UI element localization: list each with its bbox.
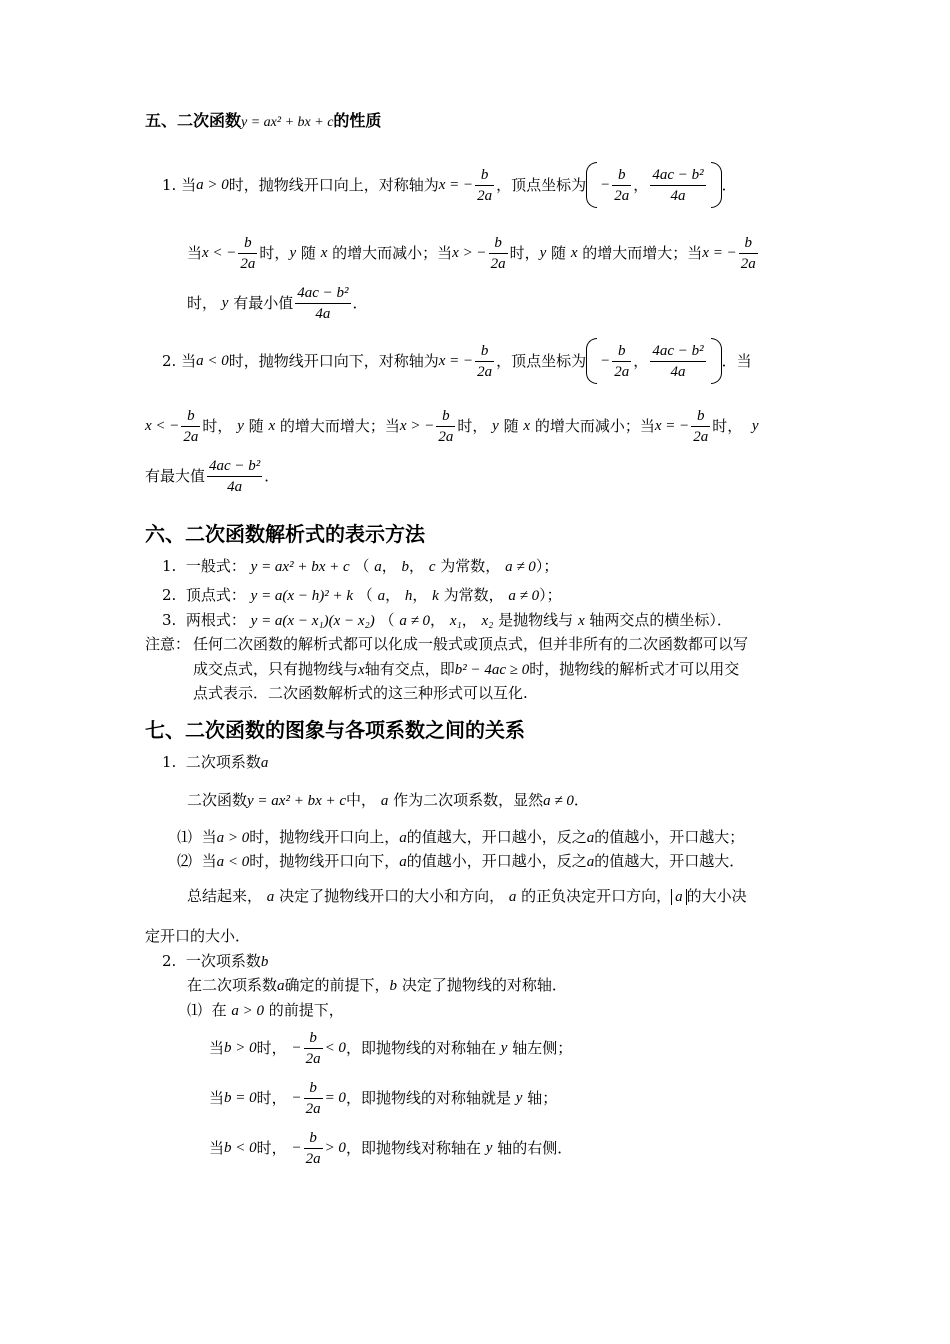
subsection-1-line-1: 二次函数y = ax² + bx + c中， a 作为二次项系数，显然a ≠ 0． [187, 791, 589, 809]
note-line-2 [193, 659, 739, 680]
fraction-b-over-2a: $\frac{b}{2a}$ [477, 342, 493, 380]
form-vertex: 2. 顶点式： y = a(x − h)² + k （ a， h， k 为常数， a ≠ 0）； [162, 586, 562, 604]
text: ． [721, 176, 737, 194]
abs-a: a [671, 889, 687, 905]
text: 轴左侧； [512, 1039, 573, 1057]
variable: y [237, 418, 244, 434]
text: 为常数， [443, 586, 504, 604]
case-number: ⑵ [177, 852, 193, 870]
text: 一次项系数 [185, 952, 261, 970]
case-number: ⑴ [177, 828, 193, 846]
condition-formula: a ≠ 0 [508, 588, 540, 604]
text: 有最大值 [145, 467, 206, 485]
text: 确定的前提下， [284, 976, 390, 994]
general-form-formula: y = ax² + bx + c [247, 793, 347, 809]
text: 轴的右侧． [497, 1139, 573, 1157]
variable: k [432, 588, 439, 604]
item-number: 2. [162, 952, 177, 970]
text: 有最小值 [233, 294, 294, 312]
text: 时， [256, 1139, 287, 1157]
text: 二次项系数 [185, 753, 261, 771]
text: 的增大而减小；当 [534, 417, 655, 435]
text: 决定了抛物线的对称轴． [401, 976, 567, 994]
condition-formula: b = 0 [224, 1090, 257, 1106]
subsection-1-case-1 [177, 827, 744, 848]
right-paren [711, 338, 722, 384]
form-label: 一般式： [185, 557, 246, 575]
variable: a [374, 559, 382, 575]
variable: a [586, 854, 595, 870]
fraction-b-over-2a: $\frac{b}{2a}$ [614, 166, 630, 204]
text: （ [357, 586, 373, 604]
fraction-b-over-2a: $\frac{b}{2a}$ [693, 407, 709, 445]
case-number: ⑴ [187, 1001, 203, 1019]
right-paren [711, 162, 722, 208]
text: 当 [209, 1139, 225, 1157]
fraction-b-over-2a: $\frac{b}{2a}$ [240, 234, 256, 272]
left-paren [586, 338, 597, 384]
minus-sign: − [291, 1090, 302, 1106]
fraction-b-over-2a: $\frac{b}{2a}$ [614, 342, 630, 380]
text: 时， [256, 1039, 287, 1057]
b-negative-row [209, 1125, 572, 1171]
variable: x [268, 418, 276, 434]
formula: x > − [452, 245, 487, 261]
variable: a [266, 889, 275, 905]
text: ，即抛物线对称轴在 [345, 1139, 481, 1157]
property-2-line-2 [145, 403, 758, 449]
variable: c [428, 559, 436, 575]
variable: y [221, 295, 229, 311]
variable: a [260, 755, 269, 771]
text: 的值越大，开口越小，反之 [406, 828, 587, 846]
variable: h [404, 588, 413, 604]
variable: b [389, 978, 398, 994]
minus-sign: − [291, 1040, 302, 1056]
vertex-form-formula: y = a(x − h)² + k [250, 588, 353, 604]
text: 当 [181, 352, 197, 370]
fraction-b-over-2a: $\frac{b}{2a}$ [305, 1029, 321, 1067]
text: 随 [551, 244, 567, 262]
text: 的前提下， [268, 1001, 344, 1019]
comma: ， [633, 352, 649, 370]
variable: y [500, 1040, 508, 1056]
fraction-b-over-2a: $\frac{b}{2a}$ [477, 166, 493, 204]
section-5-title-text: 五、二次函数 [145, 111, 242, 130]
text: ，顶点坐标为 [496, 352, 587, 370]
fraction-b-over-2a: $\frac{b}{2a}$ [740, 234, 756, 272]
text: 当 [187, 244, 203, 262]
fraction-b-over-2a: $\frac{b}{2a}$ [305, 1129, 321, 1167]
fraction-b-over-2a: $\frac{b}{2a}$ [438, 407, 454, 445]
left-paren [586, 162, 597, 208]
variable: y [492, 418, 499, 434]
text: 当 [201, 852, 217, 870]
text: 成交点式，只有抛物线与 [193, 660, 359, 678]
note-label: 注意： [145, 635, 191, 653]
text: 二次函数 [187, 791, 248, 809]
condition-formula: a ≠ 0 [505, 559, 536, 575]
item-number: 2. [162, 352, 177, 370]
condition-formula: a > 0 [216, 830, 250, 846]
subsection-1-case-2 [177, 851, 744, 872]
subsection-1-summary-line-2: 定开口的大小． [145, 927, 251, 945]
relation: > 0 [324, 1140, 346, 1156]
variable: b [401, 559, 410, 575]
text: 的值越大，开口越大． [594, 852, 745, 870]
text: （ [379, 611, 395, 629]
condition-formula: a < 0 [216, 854, 250, 870]
section-7-title: 七、二次函数的图象与各项系数之间的关系 [145, 718, 525, 742]
variable: a [586, 830, 595, 846]
condition-formula: a ≠ 0 [543, 793, 574, 809]
property-2-line-1 [162, 334, 752, 388]
form-two-root: 3. 两根式： y = a(x − x₁)(x − x₂) （ a ≠ 0， x₁， x₂ 是抛物线与 x 轴两交点的横坐标）． [162, 611, 732, 629]
formula: x < − [145, 418, 180, 434]
text: 时，抛物线开口向上，对称轴为 [228, 176, 439, 194]
condition-formula: a > 0 [231, 1003, 264, 1019]
formula: x = − [654, 418, 690, 434]
text: 的值越小，开口越小，反之 [406, 852, 587, 870]
formula: x > − [399, 418, 435, 434]
variable: x [320, 245, 328, 261]
text: 的值越小，开口越大； [594, 828, 745, 846]
axis-formula: x = − [438, 177, 474, 193]
item-number: 2. [162, 586, 177, 604]
fraction-4ac-b2-over-4a: $\frac{\text{4ac − b²}}{4a}$ [209, 457, 261, 495]
text: 轴； [527, 1089, 558, 1107]
variable: y [515, 1090, 523, 1106]
property-2-line-3 [145, 453, 279, 499]
subsection-2-title [162, 951, 268, 972]
text: 决定了抛物线开口的大小和方向， [279, 887, 505, 905]
text: 时， [712, 417, 743, 435]
form-label: 顶点式： [185, 586, 246, 604]
text: 时，抛物线开口向上， [249, 828, 400, 846]
section-6-title: 六、二次函数解析式的表示方法 [145, 522, 425, 546]
subsection-1-title [162, 752, 268, 773]
variable: a [399, 830, 407, 846]
variable: x [577, 613, 585, 629]
text: 时， [457, 417, 488, 435]
subsection-2-case-1 [187, 1000, 344, 1021]
text: 时， [202, 417, 233, 435]
variable: y [751, 418, 759, 434]
text: 在 [211, 1001, 227, 1019]
item-number: 1. [162, 557, 177, 575]
text: （ [354, 557, 370, 575]
text: 在二次项系数 [187, 976, 278, 994]
text: 作为二次项系数，显然 [393, 791, 544, 809]
variable: y [539, 245, 547, 261]
text: 是抛物线与 [498, 611, 574, 629]
condition-formula: b < 0 [224, 1140, 257, 1156]
text: 时，抛物线的解析式才可以用交 [529, 660, 740, 678]
text: 当 [181, 176, 197, 194]
minus-sign: − [291, 1140, 302, 1156]
text: 的增大而减小；当 [332, 244, 453, 262]
fraction-b-over-2a: $\frac{b}{2a}$ [305, 1079, 321, 1117]
variable: x [523, 418, 531, 434]
text: 随 [300, 244, 316, 262]
text: 时， [509, 244, 540, 262]
item-number: 1. [162, 753, 177, 771]
variable: a [399, 854, 407, 870]
text: 的大小决 [686, 887, 747, 905]
formula: x = − [702, 245, 737, 261]
subsection-1-summary [187, 886, 747, 907]
text: 当 [209, 1039, 225, 1057]
text: 当 [201, 828, 217, 846]
text: 的增大而增大；当 [279, 417, 400, 435]
comma: ， [633, 176, 649, 194]
condition-formula: a ≠ 0 [399, 613, 431, 629]
general-form-formula: y = ax² + bx + c [250, 559, 350, 575]
variable: y [485, 1140, 493, 1156]
text: 随 [503, 417, 519, 435]
fraction-4ac-b2-over-4a: $\frac{\text{4ac − b²}}{4a}$ [297, 284, 349, 322]
text: 轴两交点的横坐标）． [589, 611, 732, 629]
note-line-1: 任何二次函数的解析式都可以化成一般式或顶点式，但并非所有的二次函数都可以写 [193, 635, 749, 653]
text: 中， [346, 791, 377, 809]
variable: a [508, 889, 517, 905]
two-root-form-formula: y = a(x − x₁)(x − x₂) [250, 613, 375, 629]
minus-sign: − [600, 353, 611, 369]
text: 时，抛物线开口向下，对称轴为 [228, 352, 439, 370]
item-number: 3. [162, 611, 177, 629]
text: 时， [187, 294, 218, 312]
variable: x₂ [481, 613, 494, 629]
text: ，顶点坐标为 [496, 176, 587, 194]
b-positive-row [209, 1025, 572, 1071]
variable: a [380, 793, 389, 809]
text: ． [264, 467, 280, 485]
text: 的正负决定开口方向， [521, 887, 672, 905]
section-5-title-suffix: 的性质 [333, 111, 382, 130]
note-line-3: 点式表示．二次函数解析式的这三种形式可以互化. [193, 684, 528, 702]
condition-formula: a < 0 [196, 353, 229, 369]
formula: x < − [202, 245, 237, 261]
fraction-b-over-2a: $\frac{b}{2a}$ [490, 234, 506, 272]
variable: x [358, 662, 365, 678]
minus-sign: − [600, 177, 611, 193]
text: 的增大而增大；当 [582, 244, 703, 262]
condition-formula: a > 0 [196, 177, 229, 193]
variable: y [289, 245, 297, 261]
fraction-4ac-b2-over-4a: $\frac{\text{4ac − b²}}{4a}$ [652, 166, 704, 204]
condition-formula: b > 0 [224, 1040, 257, 1056]
relation: = 0 [324, 1090, 346, 1106]
text: 随 [248, 417, 264, 435]
b-zero-row [209, 1075, 557, 1121]
discriminant-formula: b² − 4ac ≥ 0 [454, 662, 530, 678]
variable: x₁ [449, 613, 462, 629]
property-1-line-3 [187, 280, 368, 326]
text: 轴有交点，即 [364, 660, 455, 678]
text: 时， [256, 1089, 287, 1107]
text: ． [352, 294, 368, 312]
text: 时，抛物线开口向下， [249, 852, 400, 870]
text: 当 [209, 1089, 225, 1107]
text: 总结起来， [187, 887, 263, 905]
property-1-line-2 [187, 230, 760, 276]
text: 时， [259, 244, 290, 262]
property-1-line-1 [162, 158, 737, 212]
text: ，即抛物线的对称轴在 [345, 1039, 496, 1057]
fraction-4ac-b2-over-4a: $\frac{\text{4ac − b²}}{4a}$ [652, 342, 704, 380]
text: ．当 [721, 352, 752, 370]
variable: a [277, 978, 285, 994]
axis-formula: x = − [438, 353, 474, 369]
subsection-2-line-1 [187, 975, 567, 996]
relation: < 0 [324, 1040, 346, 1056]
item-number: 1. [162, 176, 177, 194]
variable: x [570, 245, 578, 261]
form-general: 1. 一般式： y = ax² + bx + c （ a， b， c 为常数， a ≠ 0）； [162, 557, 559, 575]
fraction-b-over-2a: $\frac{b}{2a}$ [183, 407, 199, 445]
section-5-title [145, 110, 381, 134]
form-label: 两根式： [185, 611, 246, 629]
text: ，即抛物线的对称轴就是 [345, 1089, 511, 1107]
text: 为常数， [440, 557, 501, 575]
variable: b [260, 954, 269, 970]
section-5-title-formula: y = ax² + bx + c [241, 115, 334, 130]
variable: a [377, 588, 386, 604]
